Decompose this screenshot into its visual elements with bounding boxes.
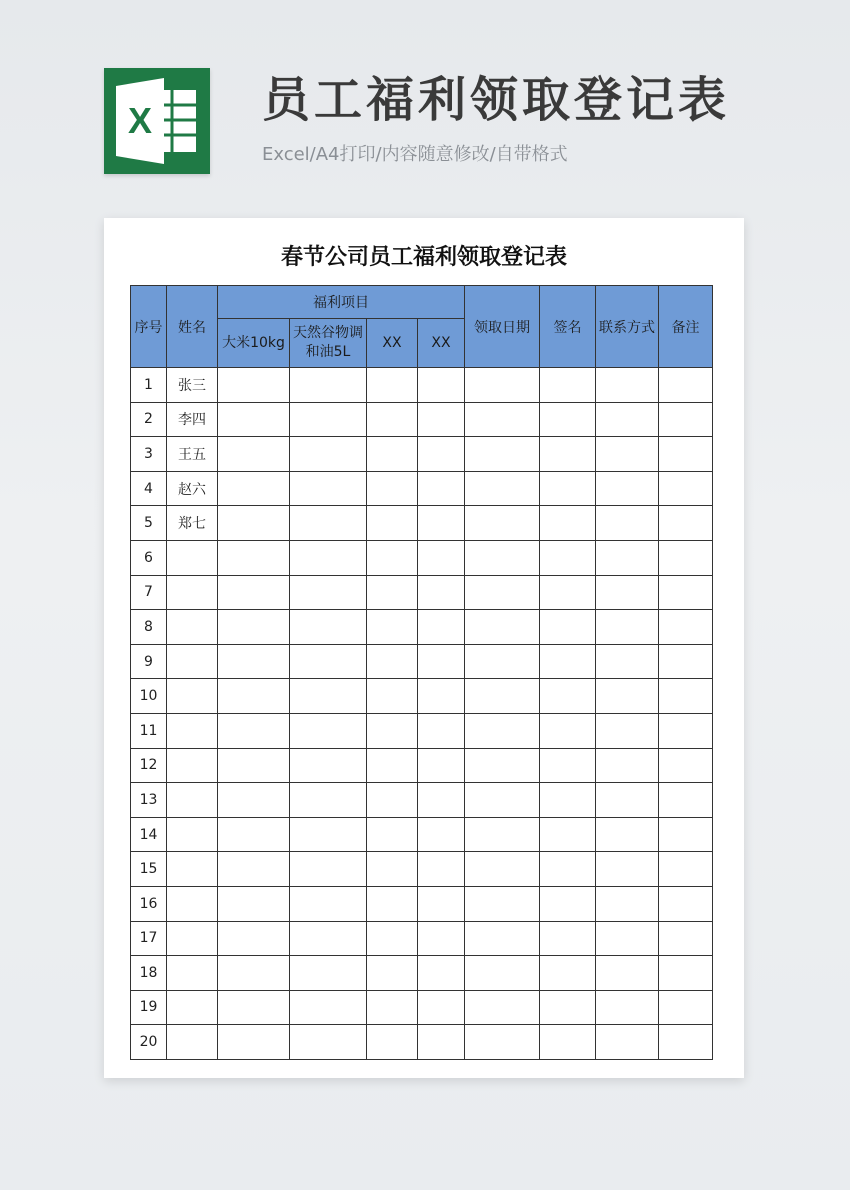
cell-oil[interactable] xyxy=(290,921,367,956)
cell-contact[interactable] xyxy=(596,679,659,714)
table-row xyxy=(131,783,713,818)
cell-seq[interactable]: 19 xyxy=(131,990,167,1025)
cell-contact[interactable] xyxy=(596,817,659,852)
cell-note[interactable] xyxy=(659,575,713,610)
cell-note[interactable] xyxy=(659,471,713,506)
cell-signature[interactable] xyxy=(540,368,596,403)
cell-xx-2[interactable] xyxy=(418,610,465,645)
cell-date[interactable] xyxy=(465,471,540,506)
cell-signature[interactable] xyxy=(540,575,596,610)
column-group-welfare: 福利项目 xyxy=(218,286,465,319)
table-row xyxy=(131,471,713,506)
cell-xx-2[interactable] xyxy=(418,748,465,783)
cell-xx-2[interactable] xyxy=(418,679,465,714)
cell-name[interactable] xyxy=(167,921,218,956)
spreadsheet-sheet xyxy=(104,218,744,1078)
table-row xyxy=(131,921,713,956)
cell-signature[interactable] xyxy=(540,540,596,575)
cell-date[interactable] xyxy=(465,644,540,679)
cell-contact[interactable] xyxy=(596,575,659,610)
table-row xyxy=(131,506,713,541)
cell-signature[interactable] xyxy=(540,852,596,887)
cell-name[interactable] xyxy=(167,713,218,748)
cell-oil[interactable] xyxy=(290,575,367,610)
cell-rice[interactable] xyxy=(218,817,290,852)
cell-date[interactable] xyxy=(465,437,540,472)
cell-note[interactable] xyxy=(659,506,713,541)
cell-xx-2[interactable] xyxy=(418,540,465,575)
table-row xyxy=(131,852,713,887)
cell-note[interactable] xyxy=(659,748,713,783)
cell-seq[interactable]: 2 xyxy=(131,402,167,437)
cell-name[interactable] xyxy=(167,644,218,679)
cell-name[interactable] xyxy=(167,610,218,645)
cell-rice[interactable] xyxy=(218,921,290,956)
cell-note[interactable] xyxy=(659,679,713,714)
cell-rice[interactable] xyxy=(218,575,290,610)
oil-label: 天然谷物调和油5L xyxy=(293,325,363,360)
cell-seq[interactable]: 4 xyxy=(131,471,167,506)
cell-oil[interactable] xyxy=(290,368,367,403)
cell-oil[interactable] xyxy=(290,1025,367,1060)
cell-contact[interactable] xyxy=(596,402,659,437)
cell-seq[interactable]: 20 xyxy=(131,1025,167,1060)
cell-xx-1[interactable] xyxy=(367,956,418,991)
cell-signature[interactable] xyxy=(540,921,596,956)
cell-date[interactable] xyxy=(465,402,540,437)
cell-contact[interactable] xyxy=(596,1025,659,1060)
cell-xx-2[interactable] xyxy=(418,713,465,748)
cell-note[interactable] xyxy=(659,713,713,748)
cell-signature[interactable] xyxy=(540,679,596,714)
cell-xx-2[interactable] xyxy=(418,783,465,818)
cell-name[interactable]: 李四 xyxy=(167,402,218,437)
cell-seq[interactable]: 8 xyxy=(131,610,167,645)
cell-oil[interactable] xyxy=(290,540,367,575)
cell-oil[interactable] xyxy=(290,886,367,921)
cell-rice[interactable] xyxy=(218,886,290,921)
cell-seq[interactable]: 13 xyxy=(131,783,167,818)
cell-signature[interactable] xyxy=(540,817,596,852)
cell-date[interactable] xyxy=(465,506,540,541)
cell-signature[interactable] xyxy=(540,644,596,679)
cell-seq[interactable]: 7 xyxy=(131,575,167,610)
table-row xyxy=(131,713,713,748)
cell-oil[interactable] xyxy=(290,610,367,645)
table-row xyxy=(131,368,713,403)
cell-xx-1[interactable] xyxy=(367,748,418,783)
cell-oil[interactable] xyxy=(290,956,367,991)
cell-oil[interactable] xyxy=(290,713,367,748)
cell-contact[interactable] xyxy=(596,783,659,818)
cell-seq[interactable]: 16 xyxy=(131,886,167,921)
cell-rice[interactable] xyxy=(218,990,290,1025)
table-row xyxy=(131,886,713,921)
cell-note[interactable] xyxy=(659,610,713,645)
cell-name[interactable] xyxy=(167,540,218,575)
cell-seq[interactable]: 6 xyxy=(131,540,167,575)
table-row xyxy=(131,437,713,472)
table-row xyxy=(131,817,713,852)
cell-note[interactable] xyxy=(659,817,713,852)
cell-signature[interactable] xyxy=(540,471,596,506)
column-header-xx-1: XX xyxy=(367,319,418,368)
cell-name[interactable]: 赵六 xyxy=(167,471,218,506)
cell-signature[interactable] xyxy=(540,610,596,645)
cell-name[interactable] xyxy=(167,956,218,991)
cell-xx-1[interactable] xyxy=(367,783,418,818)
cell-contact[interactable] xyxy=(596,610,659,645)
cell-note[interactable] xyxy=(659,921,713,956)
cell-date[interactable] xyxy=(465,713,540,748)
cell-rice[interactable] xyxy=(218,610,290,645)
cell-signature[interactable] xyxy=(540,402,596,437)
cell-xx-2[interactable] xyxy=(418,886,465,921)
cell-date[interactable] xyxy=(465,886,540,921)
cell-xx-2[interactable] xyxy=(418,956,465,991)
cell-xx-2[interactable] xyxy=(418,644,465,679)
cell-note[interactable] xyxy=(659,437,713,472)
cell-xx-2[interactable] xyxy=(418,817,465,852)
cell-xx-1[interactable] xyxy=(367,368,418,403)
cell-seq[interactable]: 14 xyxy=(131,817,167,852)
cell-xx-1[interactable] xyxy=(367,1025,418,1060)
cell-seq[interactable]: 18 xyxy=(131,956,167,991)
cell-date[interactable] xyxy=(465,610,540,645)
cell-xx-1[interactable] xyxy=(367,852,418,887)
cell-rice[interactable] xyxy=(218,852,290,887)
cell-seq[interactable]: 10 xyxy=(131,679,167,714)
cell-date[interactable] xyxy=(465,956,540,991)
cell-rice[interactable] xyxy=(218,783,290,818)
cell-xx-1[interactable] xyxy=(367,575,418,610)
cell-contact[interactable] xyxy=(596,748,659,783)
cell-date[interactable] xyxy=(465,575,540,610)
column-header-seq: 序号 xyxy=(131,286,167,368)
cell-note[interactable] xyxy=(659,540,713,575)
cell-date[interactable] xyxy=(465,679,540,714)
cell-date[interactable] xyxy=(465,852,540,887)
column-header-contact: 联系方式 xyxy=(596,286,659,368)
cell-rice[interactable] xyxy=(218,368,290,403)
cell-xx-1[interactable] xyxy=(367,886,418,921)
cell-contact[interactable] xyxy=(596,713,659,748)
cell-xx-2[interactable] xyxy=(418,368,465,403)
column-header-oil xyxy=(290,319,367,368)
table-row xyxy=(131,610,713,645)
cell-seq[interactable]: 9 xyxy=(131,644,167,679)
cell-date[interactable] xyxy=(465,540,540,575)
cell-date[interactable] xyxy=(465,1025,540,1060)
cell-name[interactable]: 王五 xyxy=(167,437,218,472)
table-row xyxy=(131,644,713,679)
cell-xx-2[interactable] xyxy=(418,437,465,472)
cell-oil[interactable] xyxy=(290,748,367,783)
cell-xx-1[interactable] xyxy=(367,540,418,575)
cell-xx-2[interactable] xyxy=(418,506,465,541)
cell-name[interactable] xyxy=(167,1025,218,1060)
table-row xyxy=(131,956,713,991)
cell-xx-1[interactable] xyxy=(367,713,418,748)
cell-rice[interactable] xyxy=(218,402,290,437)
cell-rice[interactable] xyxy=(218,644,290,679)
cell-signature[interactable] xyxy=(540,990,596,1025)
table-row xyxy=(131,679,713,714)
cell-oil[interactable] xyxy=(290,437,367,472)
cell-xx-1[interactable] xyxy=(367,990,418,1025)
cell-note[interactable] xyxy=(659,990,713,1025)
cell-signature[interactable] xyxy=(540,713,596,748)
cell-contact[interactable] xyxy=(596,852,659,887)
cell-oil[interactable] xyxy=(290,506,367,541)
cell-seq[interactable]: 5 xyxy=(131,506,167,541)
cell-contact[interactable] xyxy=(596,886,659,921)
cell-name[interactable]: 张三 xyxy=(167,368,218,403)
column-header-name: 姓名 xyxy=(167,286,218,368)
cell-date[interactable] xyxy=(465,748,540,783)
cell-rice[interactable] xyxy=(218,506,290,541)
cell-xx-2[interactable] xyxy=(418,402,465,437)
cell-contact[interactable] xyxy=(596,540,659,575)
excel-icon xyxy=(104,68,210,174)
column-header-signature: 签名 xyxy=(540,286,596,368)
column-header-rice: 大米10kg xyxy=(218,319,290,368)
cell-xx-1[interactable] xyxy=(367,610,418,645)
cell-note[interactable] xyxy=(659,956,713,991)
cell-oil[interactable] xyxy=(290,402,367,437)
cell-xx-1[interactable] xyxy=(367,679,418,714)
cell-date[interactable] xyxy=(465,921,540,956)
cell-xx-1[interactable] xyxy=(367,506,418,541)
cell-signature[interactable] xyxy=(540,437,596,472)
cell-note[interactable] xyxy=(659,644,713,679)
cell-xx-2[interactable] xyxy=(418,471,465,506)
cell-name[interactable] xyxy=(167,817,218,852)
cell-note[interactable] xyxy=(659,886,713,921)
table-row xyxy=(131,540,713,575)
cell-seq[interactable]: 12 xyxy=(131,748,167,783)
cell-note[interactable] xyxy=(659,852,713,887)
sheet-title: 春节公司员工福利领取登记表 xyxy=(280,245,567,270)
cell-date[interactable] xyxy=(465,368,540,403)
table-row xyxy=(131,990,713,1025)
cell-xx-2[interactable] xyxy=(418,575,465,610)
cell-oil[interactable] xyxy=(290,990,367,1025)
cell-seq[interactable]: 1 xyxy=(131,368,167,403)
table-row xyxy=(131,1025,713,1060)
cell-xx-2[interactable] xyxy=(418,1025,465,1060)
cell-note[interactable] xyxy=(659,368,713,403)
column-header-xx-2: XX xyxy=(418,319,465,368)
cell-rice[interactable] xyxy=(218,679,290,714)
column-header-date: 领取日期 xyxy=(465,286,540,368)
cell-seq[interactable]: 17 xyxy=(131,921,167,956)
cell-oil[interactable] xyxy=(290,644,367,679)
cell-signature[interactable] xyxy=(540,1025,596,1060)
table-body xyxy=(131,368,713,1060)
cell-xx-1[interactable] xyxy=(367,644,418,679)
cell-rice[interactable] xyxy=(218,1025,290,1060)
cell-contact[interactable] xyxy=(596,368,659,403)
cell-signature[interactable] xyxy=(540,748,596,783)
cell-seq[interactable]: 15 xyxy=(131,852,167,887)
cell-name[interactable] xyxy=(167,852,218,887)
cell-xx-2[interactable] xyxy=(418,990,465,1025)
cell-signature[interactable] xyxy=(540,783,596,818)
cell-note[interactable] xyxy=(659,402,713,437)
cell-contact[interactable] xyxy=(596,506,659,541)
cell-name[interactable]: 郑七 xyxy=(167,506,218,541)
cell-contact[interactable] xyxy=(596,471,659,506)
cell-seq[interactable]: 3 xyxy=(131,437,167,472)
cell-contact[interactable] xyxy=(596,644,659,679)
cell-date[interactable] xyxy=(465,990,540,1025)
cell-rice[interactable] xyxy=(218,956,290,991)
cell-oil[interactable] xyxy=(290,852,367,887)
cell-name[interactable] xyxy=(167,679,218,714)
cell-contact[interactable] xyxy=(596,956,659,991)
cell-xx-2[interactable] xyxy=(418,921,465,956)
cell-xx-1[interactable] xyxy=(367,471,418,506)
cell-xx-1[interactable] xyxy=(367,402,418,437)
cell-date[interactable] xyxy=(465,817,540,852)
column-header-note: 备注 xyxy=(659,286,713,368)
table-row xyxy=(131,402,713,437)
page-header xyxy=(0,0,850,210)
cell-contact[interactable] xyxy=(596,921,659,956)
page-title: 员工福利领取登记表 xyxy=(262,72,731,128)
cell-contact[interactable] xyxy=(596,990,659,1025)
cell-xx-1[interactable] xyxy=(367,817,418,852)
cell-xx-2[interactable] xyxy=(418,852,465,887)
cell-name[interactable] xyxy=(167,886,218,921)
cell-name[interactable] xyxy=(167,575,218,610)
cell-oil[interactable] xyxy=(290,679,367,714)
cell-oil[interactable] xyxy=(290,817,367,852)
cell-note[interactable] xyxy=(659,783,713,818)
cell-rice[interactable] xyxy=(218,437,290,472)
cell-rice[interactable] xyxy=(218,471,290,506)
cell-oil[interactable] xyxy=(290,783,367,818)
cell-signature[interactable] xyxy=(540,506,596,541)
cell-name[interactable] xyxy=(167,783,218,818)
cell-name[interactable] xyxy=(167,748,218,783)
cell-name[interactable] xyxy=(167,990,218,1025)
cell-signature[interactable] xyxy=(540,886,596,921)
cell-note[interactable] xyxy=(659,1025,713,1060)
cell-xx-1[interactable] xyxy=(367,921,418,956)
cell-rice[interactable] xyxy=(218,540,290,575)
cell-date[interactable] xyxy=(465,783,540,818)
cell-signature[interactable] xyxy=(540,956,596,991)
cell-contact[interactable] xyxy=(596,437,659,472)
cell-xx-1[interactable] xyxy=(367,437,418,472)
cell-rice[interactable] xyxy=(218,713,290,748)
table-row xyxy=(131,748,713,783)
svg-text:X: X xyxy=(127,100,153,141)
cell-seq[interactable]: 11 xyxy=(131,713,167,748)
welfare-register-table xyxy=(130,285,713,1060)
page-subtitle: Excel/A4打印/内容随意修改/自带格式 xyxy=(262,144,568,165)
cell-rice[interactable] xyxy=(218,748,290,783)
table-row xyxy=(131,575,713,610)
cell-oil[interactable] xyxy=(290,471,367,506)
